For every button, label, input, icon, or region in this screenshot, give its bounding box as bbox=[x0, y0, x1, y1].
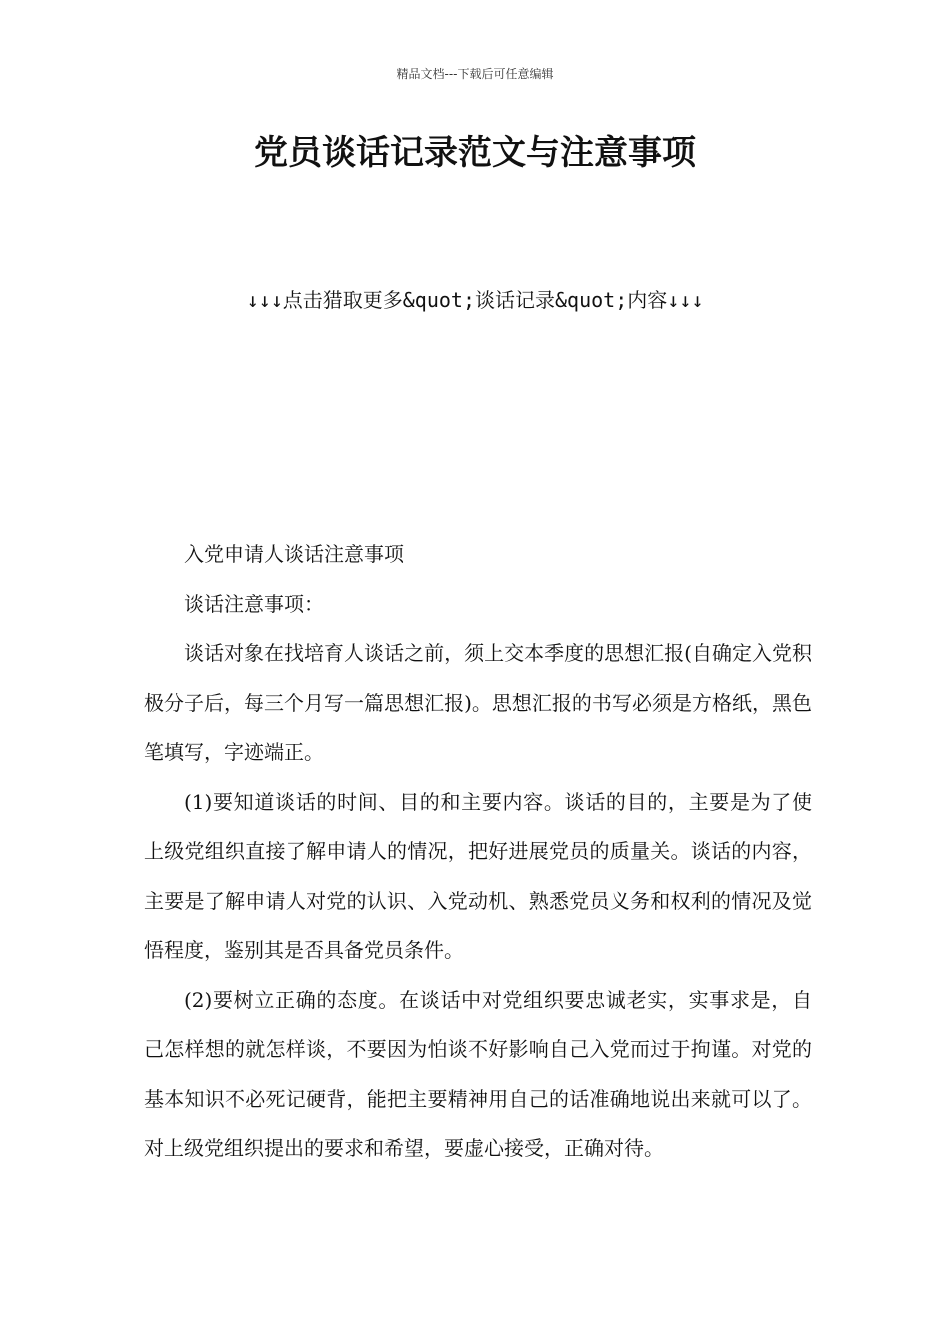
document-title: 党员谈话记录范文与注意事项 bbox=[254, 133, 696, 173]
body-paragraph: (1)要知道谈话的时间、目的和主要内容。谈话的目的，主要是为了使上级党组织直接了解申请人的情况，把好进展党员的质量关。谈话的内容，主要是了解申请人对党的认识、入党动机、熟悉党员义务和权利的情况及觉悟程度，鉴别其是否具备党员条件。 bbox=[144, 789, 812, 962]
more-content-link[interactable]: ↓↓↓点击猎取更多&quot;谈话记录&quot;内容↓↓↓ bbox=[246, 288, 704, 312]
document-body bbox=[144, 530, 812, 1174]
body-paragraph: (2)要树立正确的态度。在谈话中对党组织要忠诚老实，实事求是，自己怎样想的就怎样谈，不要因为怕谈不好影响自己入党而过于拘谨。对党的基本知识不必死记硬背，能把主要精神用自己的话准确地说出来就可以了。对上级党组织提出的要求和希望，要虚心接受，正确对待。 bbox=[144, 987, 812, 1160]
subsection-heading: 谈话注意事项： bbox=[184, 591, 324, 616]
section-heading: 入党申请人谈话注意事项 bbox=[184, 542, 404, 566]
page-header-note: 精品文档---下载后可任意编辑 bbox=[396, 67, 554, 81]
body-paragraph: 谈话对象在找培育人谈话之前，须上交本季度的思想汇报(自确定入党积极分子后，每三个月写一篇思想汇报)。思想汇报的书写必须是方格纸，黑色笔填写，字迹端正。 bbox=[144, 641, 812, 764]
